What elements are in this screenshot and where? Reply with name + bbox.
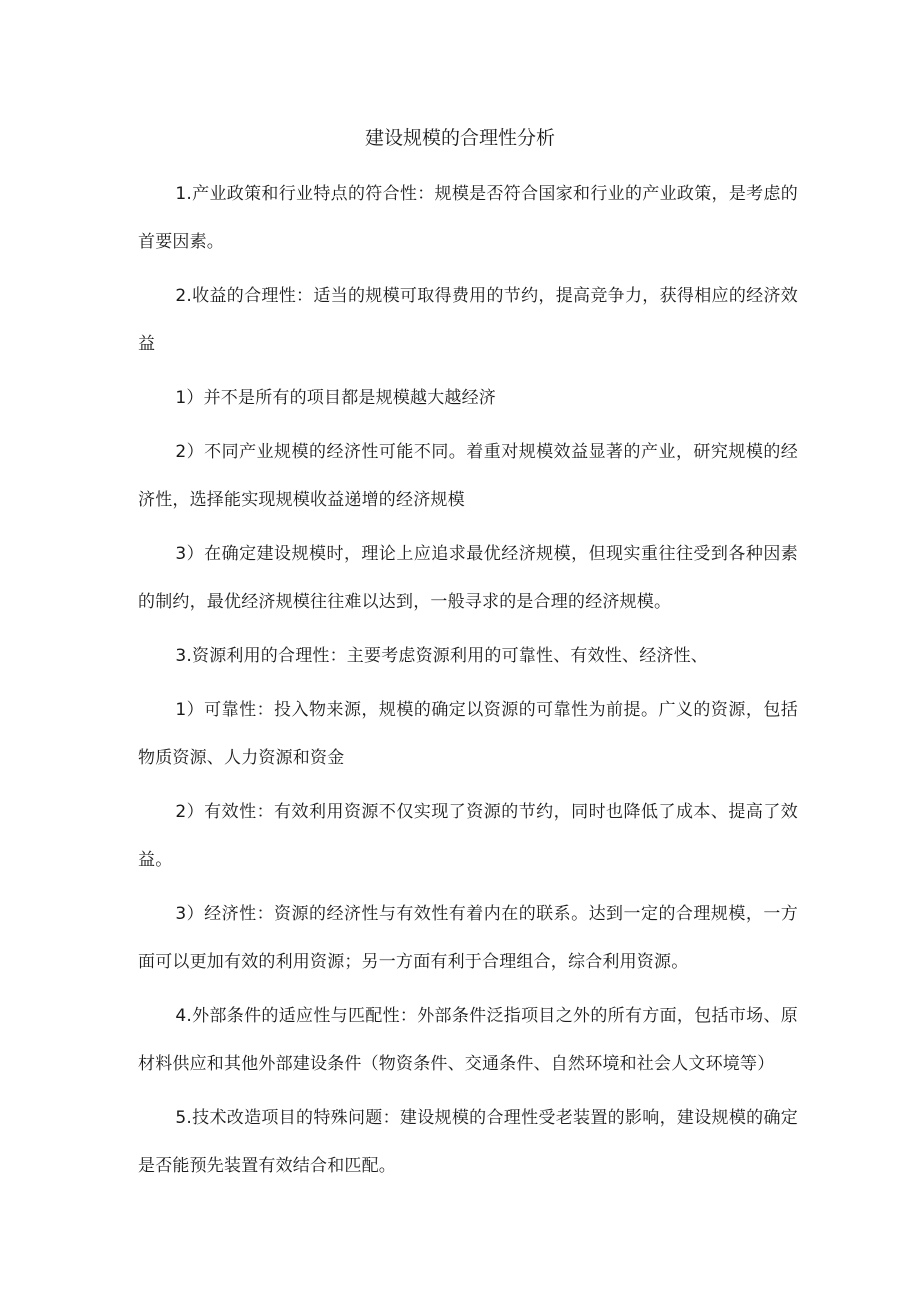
document-body (138, 170, 798, 1196)
paragraph-profit-point-2: 2）不同产业规模的经济性可能不同。着重对规模效益显著的产业，研究规模的经济性，选择能实现规模收益递增的经济规模 (138, 442, 798, 510)
paragraph-resource-rationality: 3.资源利用的合理性：主要考虑资源利用的可靠性、有效性、经济性、 (175, 646, 709, 666)
paragraph-external-conditions: 4.外部条件的适应性与匹配性：外部条件泛指项目之外的所有方面，包括市场、原材料供应和其他外部建设条件（物资条件、交通条件、自然环境和社会人文环境等） (138, 1006, 798, 1074)
paragraph-resource-reliability: 1）可靠性：投入物来源，规模的确定以资源的可靠性为前提。广义的资源，包括物质资源、人力资源和资金 (138, 700, 798, 768)
paragraph-profit-point-3: 3）在确定建设规模时，理论上应追求最优经济规模，但现实重往往受到各种因素的制约，最优经济规模往往难以达到，一般寻求的是合理的经济规模。 (138, 544, 798, 612)
paragraph-profit-point-1: 1）并不是所有的项目都是规模越大越经济 (175, 388, 497, 408)
paragraph-profit-rationality: 2.收益的合理性：适当的规模可取得费用的节约，提高竞争力，获得相应的经济效益 (138, 286, 798, 354)
paragraph-resource-effectiveness: 2）有效性：有效利用资源不仅实现了资源的节约，同时也降低了成本、提高了效益。 (138, 802, 798, 870)
paragraph-resource-economy: 3）经济性：资源的经济性与有效性有着内在的联系。达到一定的合理规模，一方面可以更加有效的利用资源；另一方面有利于合理组合，综合利用资源。 (138, 904, 798, 972)
document-title: 建设规模的合理性分析 (364, 127, 555, 149)
paragraph-policy-compliance: 1.产业政策和行业特点的符合性：规模是否符合国家和行业的产业政策，是考虑的首要因素。 (138, 184, 798, 252)
paragraph-tech-renovation: 5.技术改造项目的特殊问题：建设规模的合理性受老装置的影响，建设规模的确定是否能预先装置有效结合和匹配。 (138, 1108, 798, 1176)
